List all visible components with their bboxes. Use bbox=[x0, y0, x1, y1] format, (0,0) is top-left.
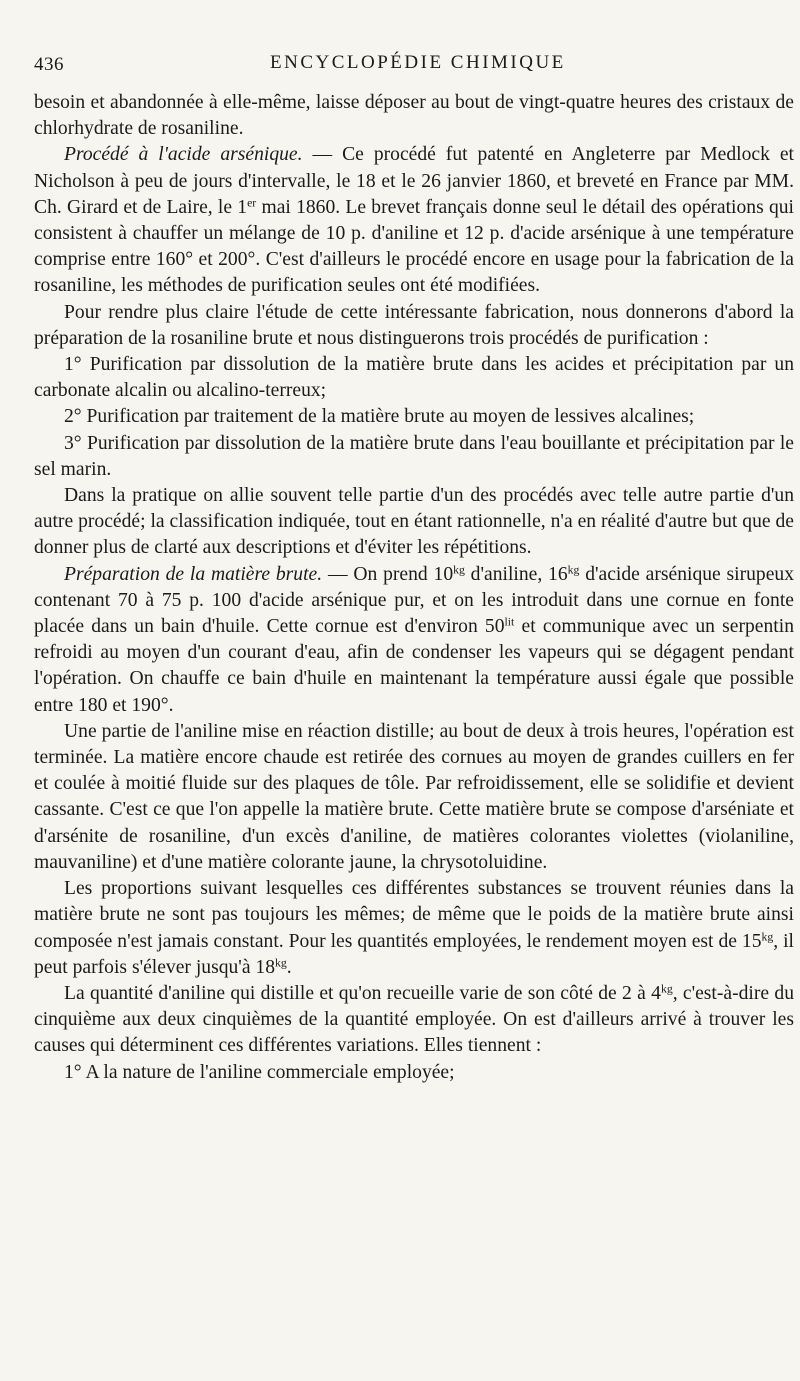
document-page bbox=[34, 48, 794, 1086]
section-label: Procédé à l'acide arsénique. bbox=[64, 144, 303, 166]
paragraph: Pour rendre plus claire l'étude de cette intéressante fabrication, nous donnerons d'abord la préparation de la rosaniline brute et nous distinguerons trois procédés de purification : bbox=[34, 301, 794, 349]
list-item: 1° Purification par dissolution de la matière brute dans les acides et précipitation par un carbonate alcalin ou alcalino-terreux; bbox=[34, 354, 794, 402]
body-text bbox=[34, 90, 794, 1086]
list-item: 1° A la nature de l'aniline commerciale employée; bbox=[64, 1061, 455, 1083]
paragraph: Préparation de la matière brute. — On prend $10^{kg}$ d'aniline, $16^{kg}$ d'acide arsénique sirupeux contenant 70 à 75 p. 100 d'acide arsénique pur, et on les introduit dans une cornue en fonte placée dans un bain d'huile. Cette cornue est d'environ $50^{lit}$ et communique avec un serpentin refroidi au moyen d'un courant d'eau, afin de condenser les vapeurs qui se dégagent pendant l'opération. On chauffe ce bain d'huile en maintenant la température aussi égale que possible entre 180 et 190°. bbox=[34, 563, 795, 716]
running-title: ENCYCLOPÉDIE CHIMIQUE bbox=[270, 52, 566, 73]
section-label: Préparation de la matière brute. bbox=[64, 563, 323, 585]
paragraph: Une partie de l'aniline mise en réaction distille; au bout de deux à trois heures, l'opération est terminée. La matière encore chaude est retirée des cornues au moyen de grandes cuillers en fer et coulée à moitié fluide sur des plaques de tôle. Par refroidissement, elle se solidifie et devient cassante. C'est ce que l'on appelle la matière brute. Cette matière brute se compose d'arséniate et d'arsénite de rosaniline, d'un excès d'aniline, de matières colorantes violettes (violaniline, mauvaniline) et d'une matière colorante jaune, la chrysotoluidine. bbox=[34, 720, 794, 873]
paragraph: La quantité d'aniline qui distille et qu'on recueille varie de son côté de 2 à $4^{kg}$, c'est-à-dire du cinquième aux deux cinquièmes de la quantité employée. On est d'ailleurs arrivé à trouver les causes qui déterminent ces différentes variations. Elles tiennent : bbox=[34, 982, 794, 1057]
paragraph: besoin et abandonnée à elle-même, laisse déposer au bout de vingt-quatre heures des cristaux de chlorhydrate de rosaniline. bbox=[34, 92, 794, 140]
paragraph: Dans la pratique on allie souvent telle partie d'un des procédés avec telle autre partie d'un autre procédé; la classification indiquée, tout en étant rationnelle, n'a en réalité d'autre but que de donner plus de clarté aux descriptions et d'éviter les répétitions. bbox=[34, 485, 794, 559]
paragraph: Procédé à l'acide arsénique. — Ce procédé fut patenté en Angleterre par Medlock et Nicholson à peu de jours d'intervalle, le 18 et le 26 janvier 1860, et breveté en France par MM. Ch. Girard et de Laire, le 1er mai 1860. Le brevet français donne seul le détail des opérations qui consistent à chauffer un mélange de 10 p. d'aniline et 12 p. d'acide arsénique à une température comprise entre 160° et 200°. C'est d'ailleurs le procédé encore en usage pour la fabrication de la rosaniline, les méthodes de purification seules ont été modifiées. bbox=[34, 144, 795, 297]
page-number: 436 bbox=[34, 54, 64, 75]
page-header bbox=[34, 48, 794, 78]
list-item: 2° Purification par traitement de la matière brute au moyen de lessives alcalines; bbox=[64, 406, 695, 428]
paragraph: Les proportions suivant lesquelles ces différentes substances se trouvent réunies dans la matière brute ne sont pas toujours les mêmes; de même que le poids de la matière brute ainsi composée n'est jamais constant. Pour les quantités employées, le rendement moyen est de $15^{kg}$, il peut parfois s'élever jusqu'à $18^{kg}$. bbox=[34, 878, 794, 978]
list-item: 3° Purification par dissolution de la matière brute dans l'eau bouillante et précipitation par le sel marin. bbox=[34, 432, 794, 480]
